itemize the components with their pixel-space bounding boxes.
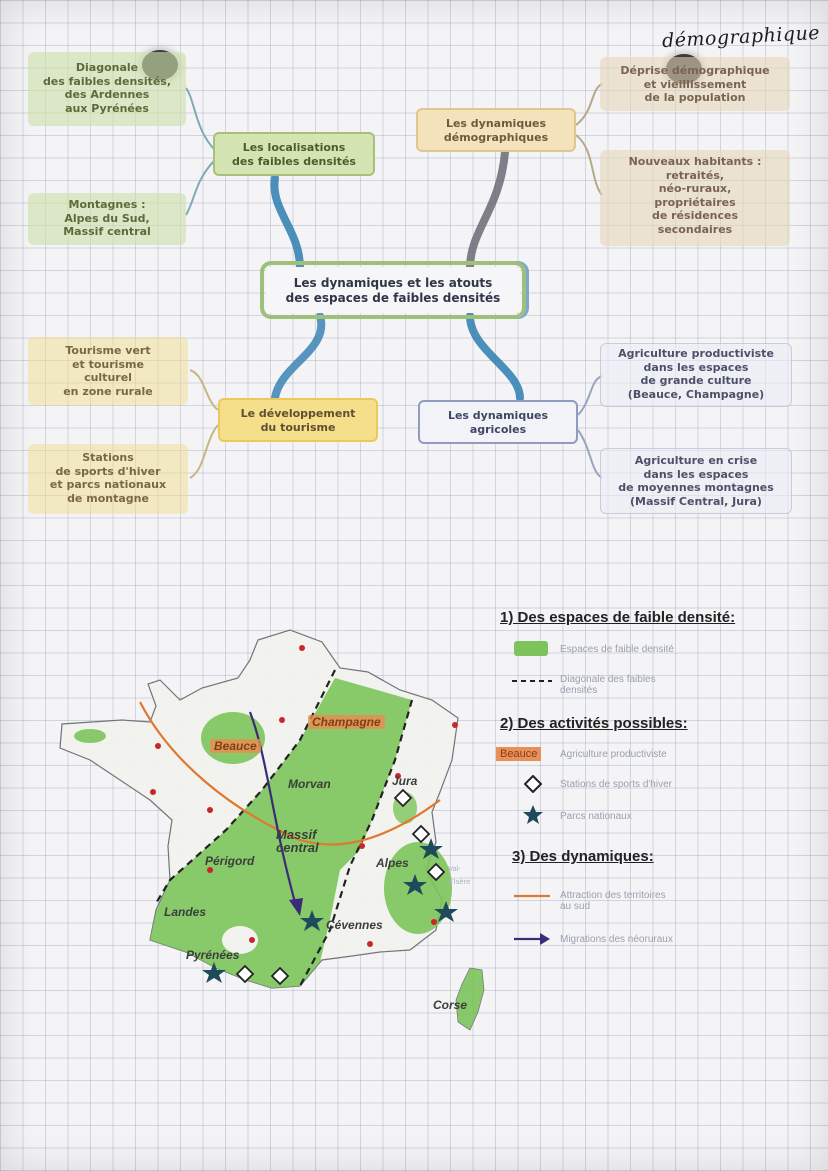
branch-demographie-label: Les dynamiques démographiques bbox=[443, 117, 549, 144]
legend-migration-text: Migrations des néoruraux bbox=[560, 934, 673, 945]
map-label-cevennes: Cévennes bbox=[326, 918, 383, 932]
legend-diagonal-text: Diagonale des faibles densités bbox=[560, 674, 656, 696]
legend-park-text: Parcs nationaux bbox=[560, 811, 632, 822]
legend-diagonal-symbol bbox=[512, 678, 552, 684]
map-label-corse: Corse bbox=[433, 998, 468, 1012]
branch-tourisme-label: Le développement du tourisme bbox=[240, 407, 356, 434]
mindmap-center-label: Les dynamiques et les atouts des espaces de faibles densités bbox=[285, 276, 501, 305]
legend-low-density-text: Espaces de faible densité bbox=[560, 644, 674, 655]
legend-ski-text: Stations de sports d'hiver bbox=[560, 779, 672, 790]
legend-migration-arrow bbox=[514, 932, 550, 946]
legend-agri-text: Agriculture productiviste bbox=[560, 749, 667, 760]
leaf-nouveaux-habitants-text: Nouveaux habitants : retraités, néo-ruraux, propriétaires de résidences secondaires bbox=[628, 155, 762, 236]
legend-beauce-tag: Beauce bbox=[496, 747, 541, 761]
leaf-deprise-text: Déprise démographique et vieillissement de la population bbox=[620, 64, 770, 104]
map-label-massif-central: Massif central bbox=[276, 827, 319, 855]
legend-section2-title: 2) Des activités possibles: bbox=[500, 715, 688, 732]
leaf-agri-crise-text: Agriculture en crise dans les espaces de moyennes montagnes (Massif Central, Jura) bbox=[618, 454, 774, 508]
map-label-pyrenees: Pyrénées bbox=[186, 948, 240, 962]
map-label-jura: Jura bbox=[392, 774, 418, 788]
leaf-diagonale-text: Diagonale des faibles densités, des Ardennes aux Pyrénées bbox=[42, 61, 172, 115]
branch-agricoles-label: Les dynamiques agricoles bbox=[447, 409, 549, 436]
leaf-montagnes-text: Montagnes : Alpes du Sud, Massif central bbox=[63, 198, 151, 238]
legend-section3-title: 3) Des dynamiques: bbox=[512, 848, 654, 865]
legend-attraction-line bbox=[514, 893, 550, 899]
map-label-perigord: Périgord bbox=[205, 854, 255, 868]
blob-bretagne bbox=[74, 729, 106, 743]
legend-low-density-swatch bbox=[514, 641, 548, 656]
branch-localisations-label: Les localisations des faibles densités bbox=[232, 141, 356, 168]
map-label-landes: Landes bbox=[164, 905, 207, 919]
leaf-stations-text: Stations de sports d'hiver et parcs nationaux de montagne bbox=[49, 451, 167, 505]
leaf-tourisme-vert-text: Tourisme vert et tourisme culturel en zone rurale bbox=[63, 344, 153, 398]
legend-ski-diamond bbox=[524, 775, 542, 793]
map-label-val-disere: Val- d'Isère bbox=[448, 864, 471, 886]
map-label-morvan: Morvan bbox=[288, 777, 331, 791]
handwritten-note: démographique bbox=[661, 21, 821, 53]
legend-section1-title: 1) Des espaces de faible densité: bbox=[500, 609, 736, 626]
leaf-agri-productiviste-text: Agriculture productiviste dans les espaces de grande culture (Beauce, Champagne) bbox=[618, 347, 774, 401]
map-label-champagne: Champagne bbox=[308, 715, 385, 729]
legend-attraction-text: Attraction des territoires au sud bbox=[560, 890, 666, 912]
map-label-alpes: Alpes bbox=[376, 856, 409, 870]
map-label-beauce: Beauce bbox=[210, 739, 261, 753]
legend-park-star bbox=[522, 804, 544, 826]
blob-beauce bbox=[201, 712, 265, 764]
